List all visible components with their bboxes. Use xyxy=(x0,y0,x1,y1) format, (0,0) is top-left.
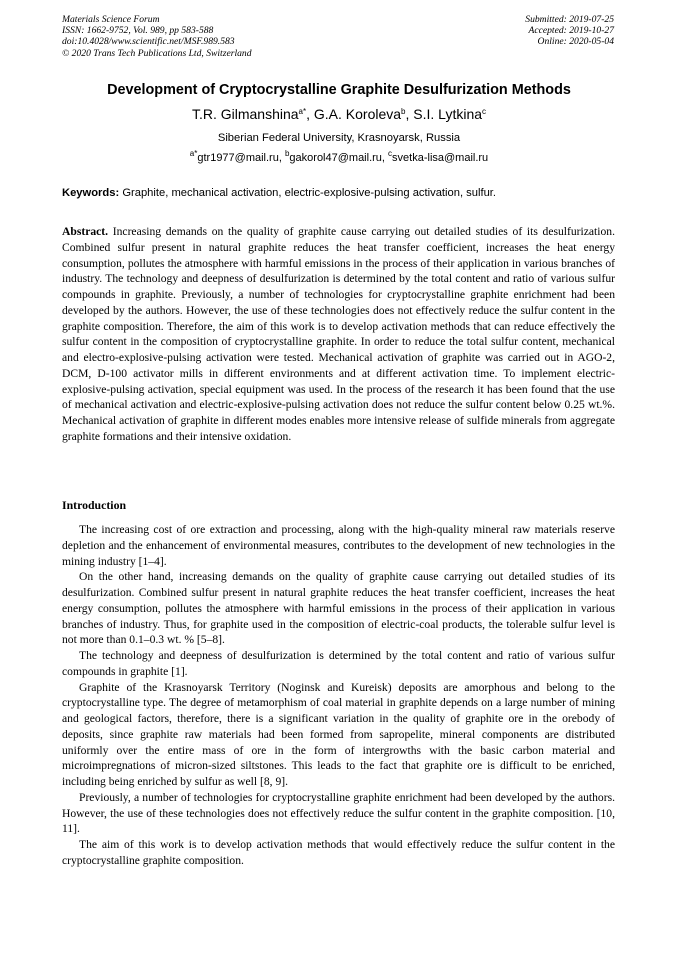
submitted-date: Submitted: 2019-07-25 xyxy=(525,14,614,25)
accepted-date: Accepted: 2019-10-27 xyxy=(528,25,614,37)
email-marker: b xyxy=(284,149,290,158)
keywords-text: Graphite, mechanical activation, electric-explosive-pulsing activation, sulfur. xyxy=(122,187,497,199)
paragraph: The aim of this work is to develop activation methods that would effectively reduce the sulfur content in the cryptocrystalline graphite composition. xyxy=(62,838,615,867)
paragraph: Graphite of the Krasnoyarsk Territory (Noginsk and Kureisk) deposits are amorphous and belong to the cryptocrystalline type. The degree of metamorphism of coal material in graphite depends on a large number of mining and geological factors, therefore, there is a significant variation in the quality of graphite ore in the orebody of deposits, since graphite raw materials had been formed from sapropelite, mineral components are distributed uniformly over the entire mass of ore in the form of intergrowths with the basic carbon material and microimpregnations of micron-sized siltstones. This leads to the fact that graphite ore is difficult to be enriched, including being enriched by sulfur as well [8, 9]. xyxy=(62,680,615,788)
author-name: S.I. Lytkina xyxy=(413,106,483,122)
author-separator: , xyxy=(405,106,414,122)
author-list xyxy=(0,106,678,122)
dates-header xyxy=(525,14,614,48)
email-marker: c xyxy=(388,149,393,158)
author-marker: a* xyxy=(298,107,307,116)
introduction-heading: Introduction xyxy=(62,498,127,512)
introduction-body xyxy=(62,522,615,869)
author-marker: b xyxy=(401,107,406,116)
email-marker: a* xyxy=(189,149,198,158)
affiliation: Siberian Federal University, Krasnoyarsk, Russia xyxy=(217,132,461,144)
online-date: Online: 2020-05-04 xyxy=(537,36,614,48)
author-separator: , xyxy=(306,106,314,122)
email-address[interactable]: gakorol47@mail.ru xyxy=(289,152,382,164)
journal-doi: doi:10.4028/www.scientific.net/MSF.989.583 xyxy=(62,36,235,48)
author-marker: c xyxy=(482,107,487,116)
author-name: T.R. Gilmanshina xyxy=(191,106,299,122)
paragraph: The increasing cost of ore extraction and processing, along with the high-quality mineral raw materials reserve depletion and the enhancement of environmental measures, contributes to the development of new technologies in the mining industry [1–4]. xyxy=(62,523,615,568)
abstract-label: Abstract. xyxy=(62,225,109,238)
abstract xyxy=(62,224,615,445)
email-separator: , xyxy=(278,152,285,164)
email-address[interactable]: svetka-lisa@mail.ru xyxy=(392,152,489,164)
journal-header xyxy=(62,14,252,59)
email-separator: , xyxy=(381,152,389,164)
email-list xyxy=(0,149,678,164)
paper-title: Development of Cryptocrystalline Graphite Desulfurization Methods xyxy=(107,82,571,98)
paragraph: The technology and deepness of desulfurization is determined by the total content and ratio of various sulfur compounds in graphite [1]. xyxy=(62,649,615,678)
keywords-label: Keywords: xyxy=(62,187,120,199)
abstract-text: Increasing demands on the quality of graphite cause carrying out detailed studies of its desulfurization. Combined sulfur present in natural graphite reduces the heat transfer coefficient, increases the heat energy consumption, pollutes the atmosphere with harmful emissions in the process of their application in various branches of industry. The technology and deepness of desulfurization is determined by the total content and ratio of various sulfur compounds in graphite. Previously, a number of technologies for cryptocrystalline graphite enrichment had been developed by the authors. However, the use of these technologies does not effectively reduce the sulfur content in the graphite composition. Therefore, the aim of this work is to develop activation methods that can reduce effectively the sulfur content in the composition of cryptocrystalline graphite. In order to reduce the total sulfur content, mechanical and electro-explosive-pulsing activation were tested. Mechanical activation of graphite was carried out in AGO-2, DCM, D-100 activator mills in different environments and at different activation time. To implement electric-explosive-pulsing activation, special equipment was used. In the process of the research it has been found that the use of mechanical activation and electric-explosive-pulsing activation does not reduce the sulfur content below 0.25 wt.%. Mechanical activation of graphite in different modes enables more intensive release of sulfide minerals from aggregate graphite formations and their intensive oxidation. xyxy=(62,225,615,443)
journal-issn: ISSN: 1662-9752, Vol. 989, pp 583-588 xyxy=(62,25,214,37)
author-name: G.A. Koroleva xyxy=(313,106,402,122)
paragraph: On the other hand, increasing demands on the quality of graphite cause carrying out detailed studies of its desulfurization. Combined sulfur present in natural graphite reduces the heat transfer coefficient, increases the heat energy consumption, pollutes the atmosphere with harmful emissions in the process of their application in various branches of industry. Thus, for graphite used in the composition of electric-coal products, the tolerable sulfur level is not more than 0.1–0.3 wt. % [5–8]. xyxy=(62,570,615,647)
journal-copyright: © 2020 Trans Tech Publications Ltd, Switzerland xyxy=(62,47,252,59)
paragraph: Previously, a number of technologies for cryptocrystalline graphite enrichment had been developed by the authors. However, the use of these technologies does not effectively reduce the sulfur content in the graphite composition. [10, 11]. xyxy=(62,790,615,836)
keywords xyxy=(62,187,622,199)
email-address[interactable]: gtr1977@mail.ru xyxy=(197,152,279,164)
journal-name: Materials Science Forum xyxy=(62,14,160,25)
